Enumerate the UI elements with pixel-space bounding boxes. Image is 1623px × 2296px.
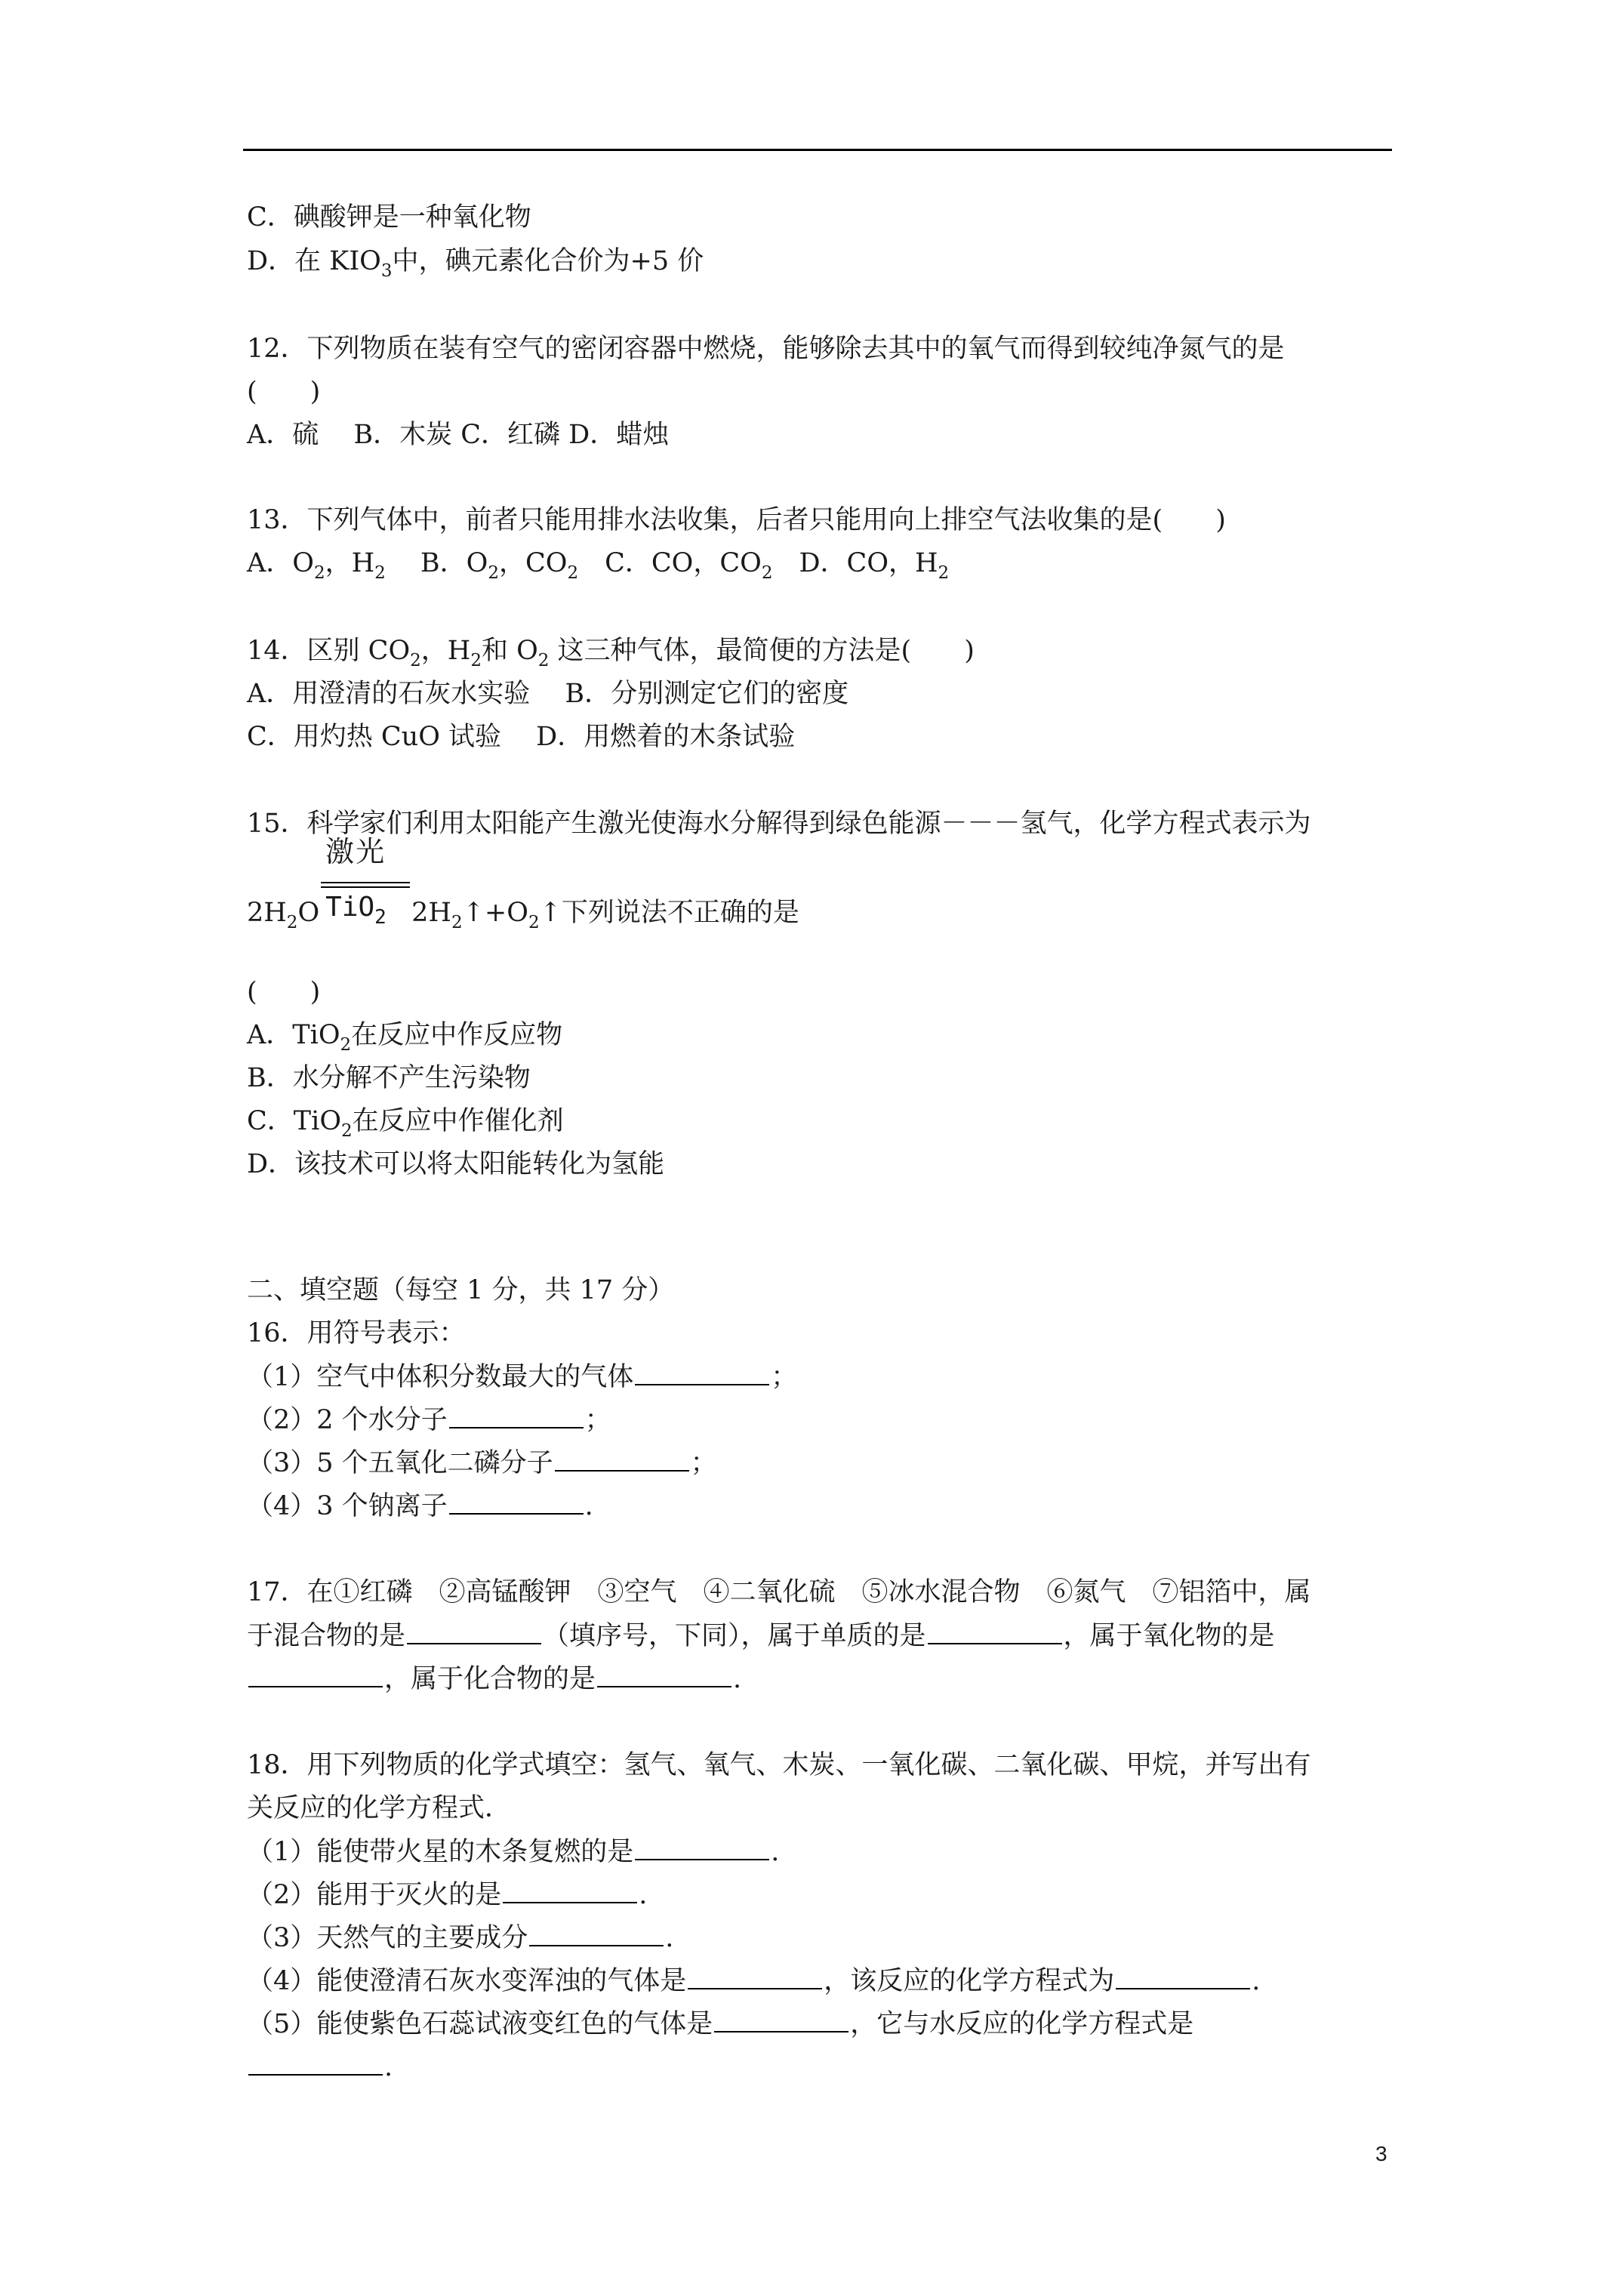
q15-stem: 15．科学家们利用太阳能产生激光使海水分解得到绿色能源－－－氢气，化学方程式表示为 xyxy=(247,809,1311,839)
q14-options-ab: A．用澄清的石灰水实验 B．分别测定它们的密度 xyxy=(247,679,849,709)
section-title: 二、填空题（每空 1 分，共 17 分） xyxy=(247,1275,675,1305)
q15-option-b: B．水分解不产生污染物 xyxy=(247,1063,531,1093)
reaction-condition: 激光 TiO$_2$ xyxy=(321,891,410,921)
q15-equation: $2H_2O$ 激光 TiO$_2$ $2H_2↑+O_2↑$下列说法不正确的是 xyxy=(247,835,799,932)
q18-part-3: （3）天然气的主要成分 . xyxy=(247,1921,673,1955)
q18-line-2: 关反应的化学方程式． xyxy=(247,1793,512,1823)
header-rule xyxy=(243,149,1392,151)
q16-part-3: （3）5 个五氧化二磷分子 ； xyxy=(247,1446,717,1480)
page-number: 3 xyxy=(1375,2142,1387,2165)
q18-part-5-cont: . xyxy=(247,2050,393,2084)
answer-blank[interactable] xyxy=(1116,1964,1250,1989)
answer-blank[interactable] xyxy=(597,1662,731,1687)
q14-stem: 14．区别 $CO_2$，$H_2$和 $O_2$ 这三种气体，最简便的方法是( ) xyxy=(247,636,975,670)
q12-paren: ( ) xyxy=(247,377,321,407)
q18-line-1: 18．用下列物质的化学式填空：氢气、氧气、木炭、一氧化碳、二氧化碳、甲烷，并写出有 xyxy=(247,1750,1311,1780)
q18-part-1: （1）能使带火星的木条复燃的是 . xyxy=(247,1835,779,1869)
q15-option-d: D．该技术可以将太阳能转化为氢能 xyxy=(247,1149,665,1179)
q15-option-c: C．TiO$_2$在反应中作催化剂 xyxy=(247,1106,564,1141)
answer-blank[interactable] xyxy=(449,1489,584,1515)
q17-line-1: 17．在①红磷 ②高锰酸钾 ③空气 ④二氧化硫 ⑤冰水混合物 ⑥氮气 ⑦铝箔中，属 xyxy=(247,1577,1311,1607)
answer-blank[interactable] xyxy=(248,2050,383,2076)
q18-part-4: （4）能使澄清石灰水变浑浊的气体是 ，该反应的化学方程式为 . xyxy=(247,1964,1260,1998)
q11-option-c: C．碘酸钾是一种氧化物 xyxy=(247,202,531,233)
answer-blank[interactable] xyxy=(248,1662,383,1687)
answer-blank[interactable] xyxy=(635,1835,769,1860)
answer-blank[interactable] xyxy=(555,1446,689,1472)
q15-paren: ( ) xyxy=(247,977,321,1007)
q13-stem: 13．下列气体中，前者只能用排水法收集，后者只能用向上排空气法收集的是( ) xyxy=(247,505,1226,535)
q11-option-d: D．在 $KIO_3$中，碘元素化合价为+5 价 xyxy=(247,246,704,281)
q12-stem: 12．下列物质在装有空气的密闭容器中燃烧，能够除去其中的氧气而得到较纯净氮气的是 xyxy=(247,334,1285,364)
q13-options: A．$O_2$，$H_2$ B．$O_2$，$CO_2$ C．CO，$CO_2$ D．CO，$H_2$ xyxy=(247,548,950,583)
q12-options: A．硫 B．木炭 C．红磷 D．蜡烛 xyxy=(247,420,670,450)
answer-blank[interactable] xyxy=(529,1921,664,1946)
q18-part-2: （2）能用于灭火的是 . xyxy=(247,1878,647,1912)
q15-option-a: A．TiO$_2$在反应中作反应物 xyxy=(247,1020,563,1055)
answer-blank[interactable] xyxy=(714,2007,848,2032)
q16-part-4: （4）3 个钠离子 . xyxy=(247,1489,593,1523)
q14-options-cd: C．用灼热 CuO 试验 D．用燃着的木条试验 xyxy=(247,722,796,752)
answer-blank[interactable] xyxy=(688,1964,822,1989)
q18-part-5: （5）能使紫色石蕊试液变红色的气体是 ，它与水反应的化学方程式是 xyxy=(247,2007,1193,2041)
q17-line-3: ，属于化合物的是 . xyxy=(247,1662,741,1696)
q17-line-2: 于混合物的是 （填序号，下同），属于单质的是 ，属于氧化物的是 xyxy=(247,1619,1275,1653)
q16-stem: 16．用符号表示： xyxy=(247,1318,466,1348)
q16-part-2: （2）2 个水分子 ； xyxy=(247,1403,611,1437)
answer-blank[interactable] xyxy=(503,1878,637,1903)
answer-blank[interactable] xyxy=(449,1403,584,1428)
answer-blank[interactable] xyxy=(407,1619,541,1644)
answer-blank[interactable] xyxy=(635,1360,769,1385)
answer-blank[interactable] xyxy=(928,1619,1062,1644)
q16-part-1: （1）空气中体积分数最大的气体 ； xyxy=(247,1360,797,1394)
